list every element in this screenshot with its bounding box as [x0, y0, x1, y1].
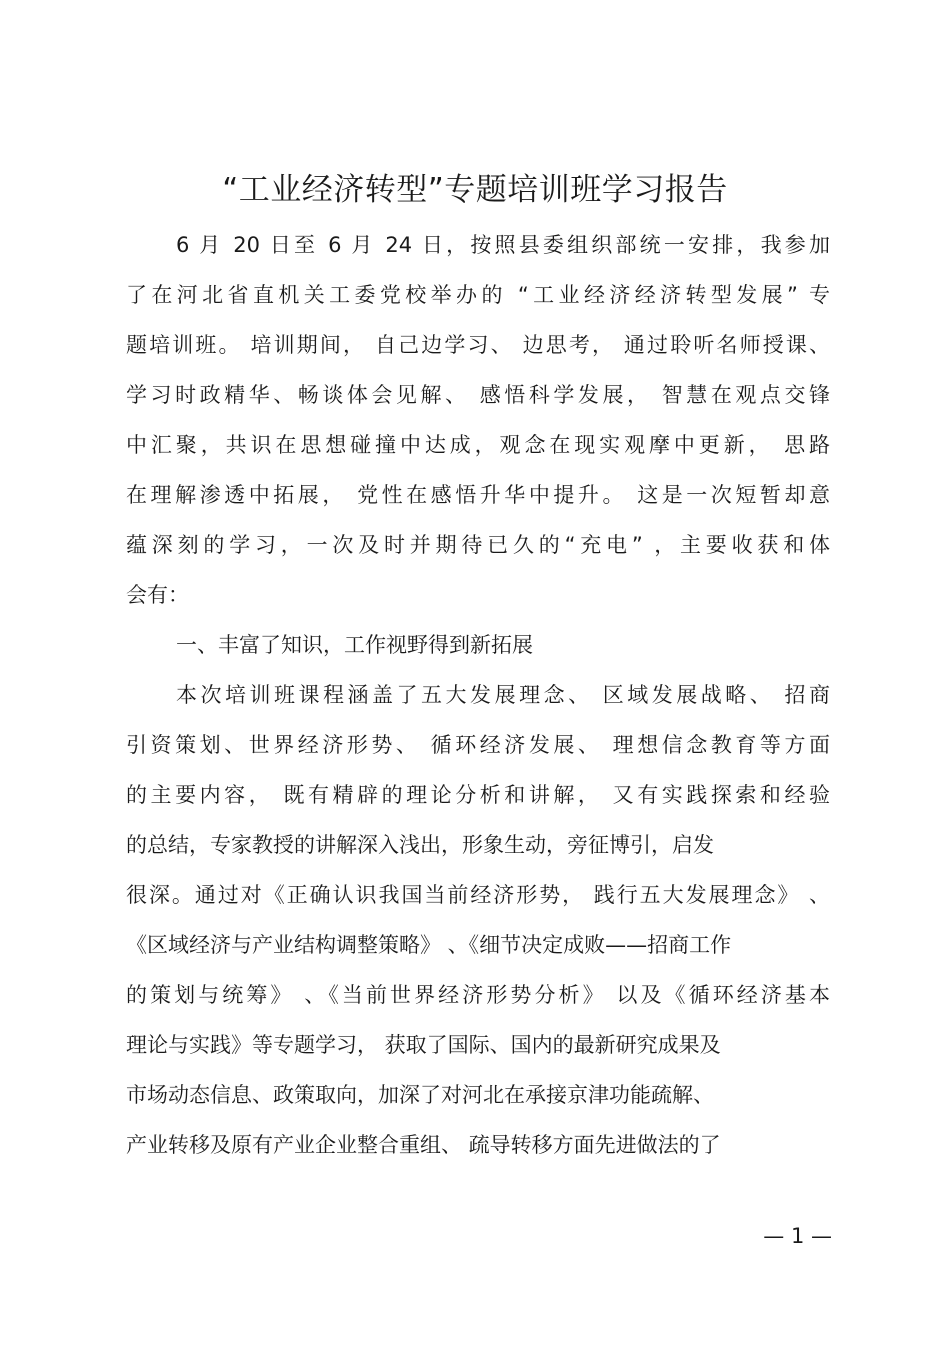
- paragraph-line: 学习时政精华、畅谈体会见解、 感悟科学发展， 智慧在观点交锋: [126, 383, 830, 407]
- paragraph-line: 理论与实践》等专题学习， 获取了国际、国内的最新研究成果及: [126, 1033, 721, 1057]
- paragraph-line: 蕴深刻的学习，一次及时并期待已久的“充电” ，主要收获和体: [126, 533, 830, 557]
- paragraph-line: 的策划与统筹》 、《当前世界经济形势分析》 以及《循环经济基本: [126, 983, 830, 1007]
- paragraph-line: 市场动态信息、政策取向，加深了对河北在承接京津功能疏解、: [126, 1083, 714, 1107]
- paragraph-line: 很深。通过对《正确认识我国当前经济形势， 践行五大发展理念》 、: [126, 883, 830, 907]
- paragraph-line: 在理解渗透中拓展， 党性在感悟升华中提升。 这是一次短暂却意: [126, 483, 830, 507]
- section-heading: 一、丰富了知识，工作视野得到新拓展: [176, 633, 533, 657]
- paragraph-line: 本次培训班课程涵盖了五大发展理念、 区域发展战略、 招商: [176, 683, 830, 707]
- document-body: [126, 228, 836, 1178]
- document-title: “工业经济转型”专题培训班学习报告: [222, 172, 728, 208]
- paragraph-line: 引资策划、世界经济形势、 循环经济发展、 理想信念教育等方面: [126, 733, 830, 757]
- paragraph-line: 《区域经济与产业结构调整策略》 、《细节决定成败——招商工作: [126, 933, 732, 957]
- paragraph-line: 了在河北省直机关工委党校举办的 “工业经济经济转型发展” 专: [126, 283, 830, 307]
- paragraph-line: 会有：: [126, 583, 189, 607]
- paragraph-line: 的主要内容， 既有精辟的理论分析和讲解， 又有实践探索和经验: [126, 783, 830, 807]
- paragraph-line: 6 月 20 日至 6 月 24 日，按照县委组织部统一安排，我参加: [176, 233, 830, 257]
- paragraph-line: 题培训班。 培训期间， 自己边学习、 边思考， 通过聆听名师授课、: [126, 333, 830, 357]
- paragraph-line: 产业转移及原有产业企业整合重组、 疏导转移方面先进做法的了: [126, 1133, 721, 1157]
- page-number: — 1 —: [763, 1224, 832, 1248]
- paragraph-line: 的总结，专家教授的讲解深入浅出，形象生动，旁征博引，启发: [126, 833, 714, 857]
- paragraph-line: 中汇聚，共识在思想碰撞中达成，观念在现实观摩中更新， 思路: [126, 433, 830, 457]
